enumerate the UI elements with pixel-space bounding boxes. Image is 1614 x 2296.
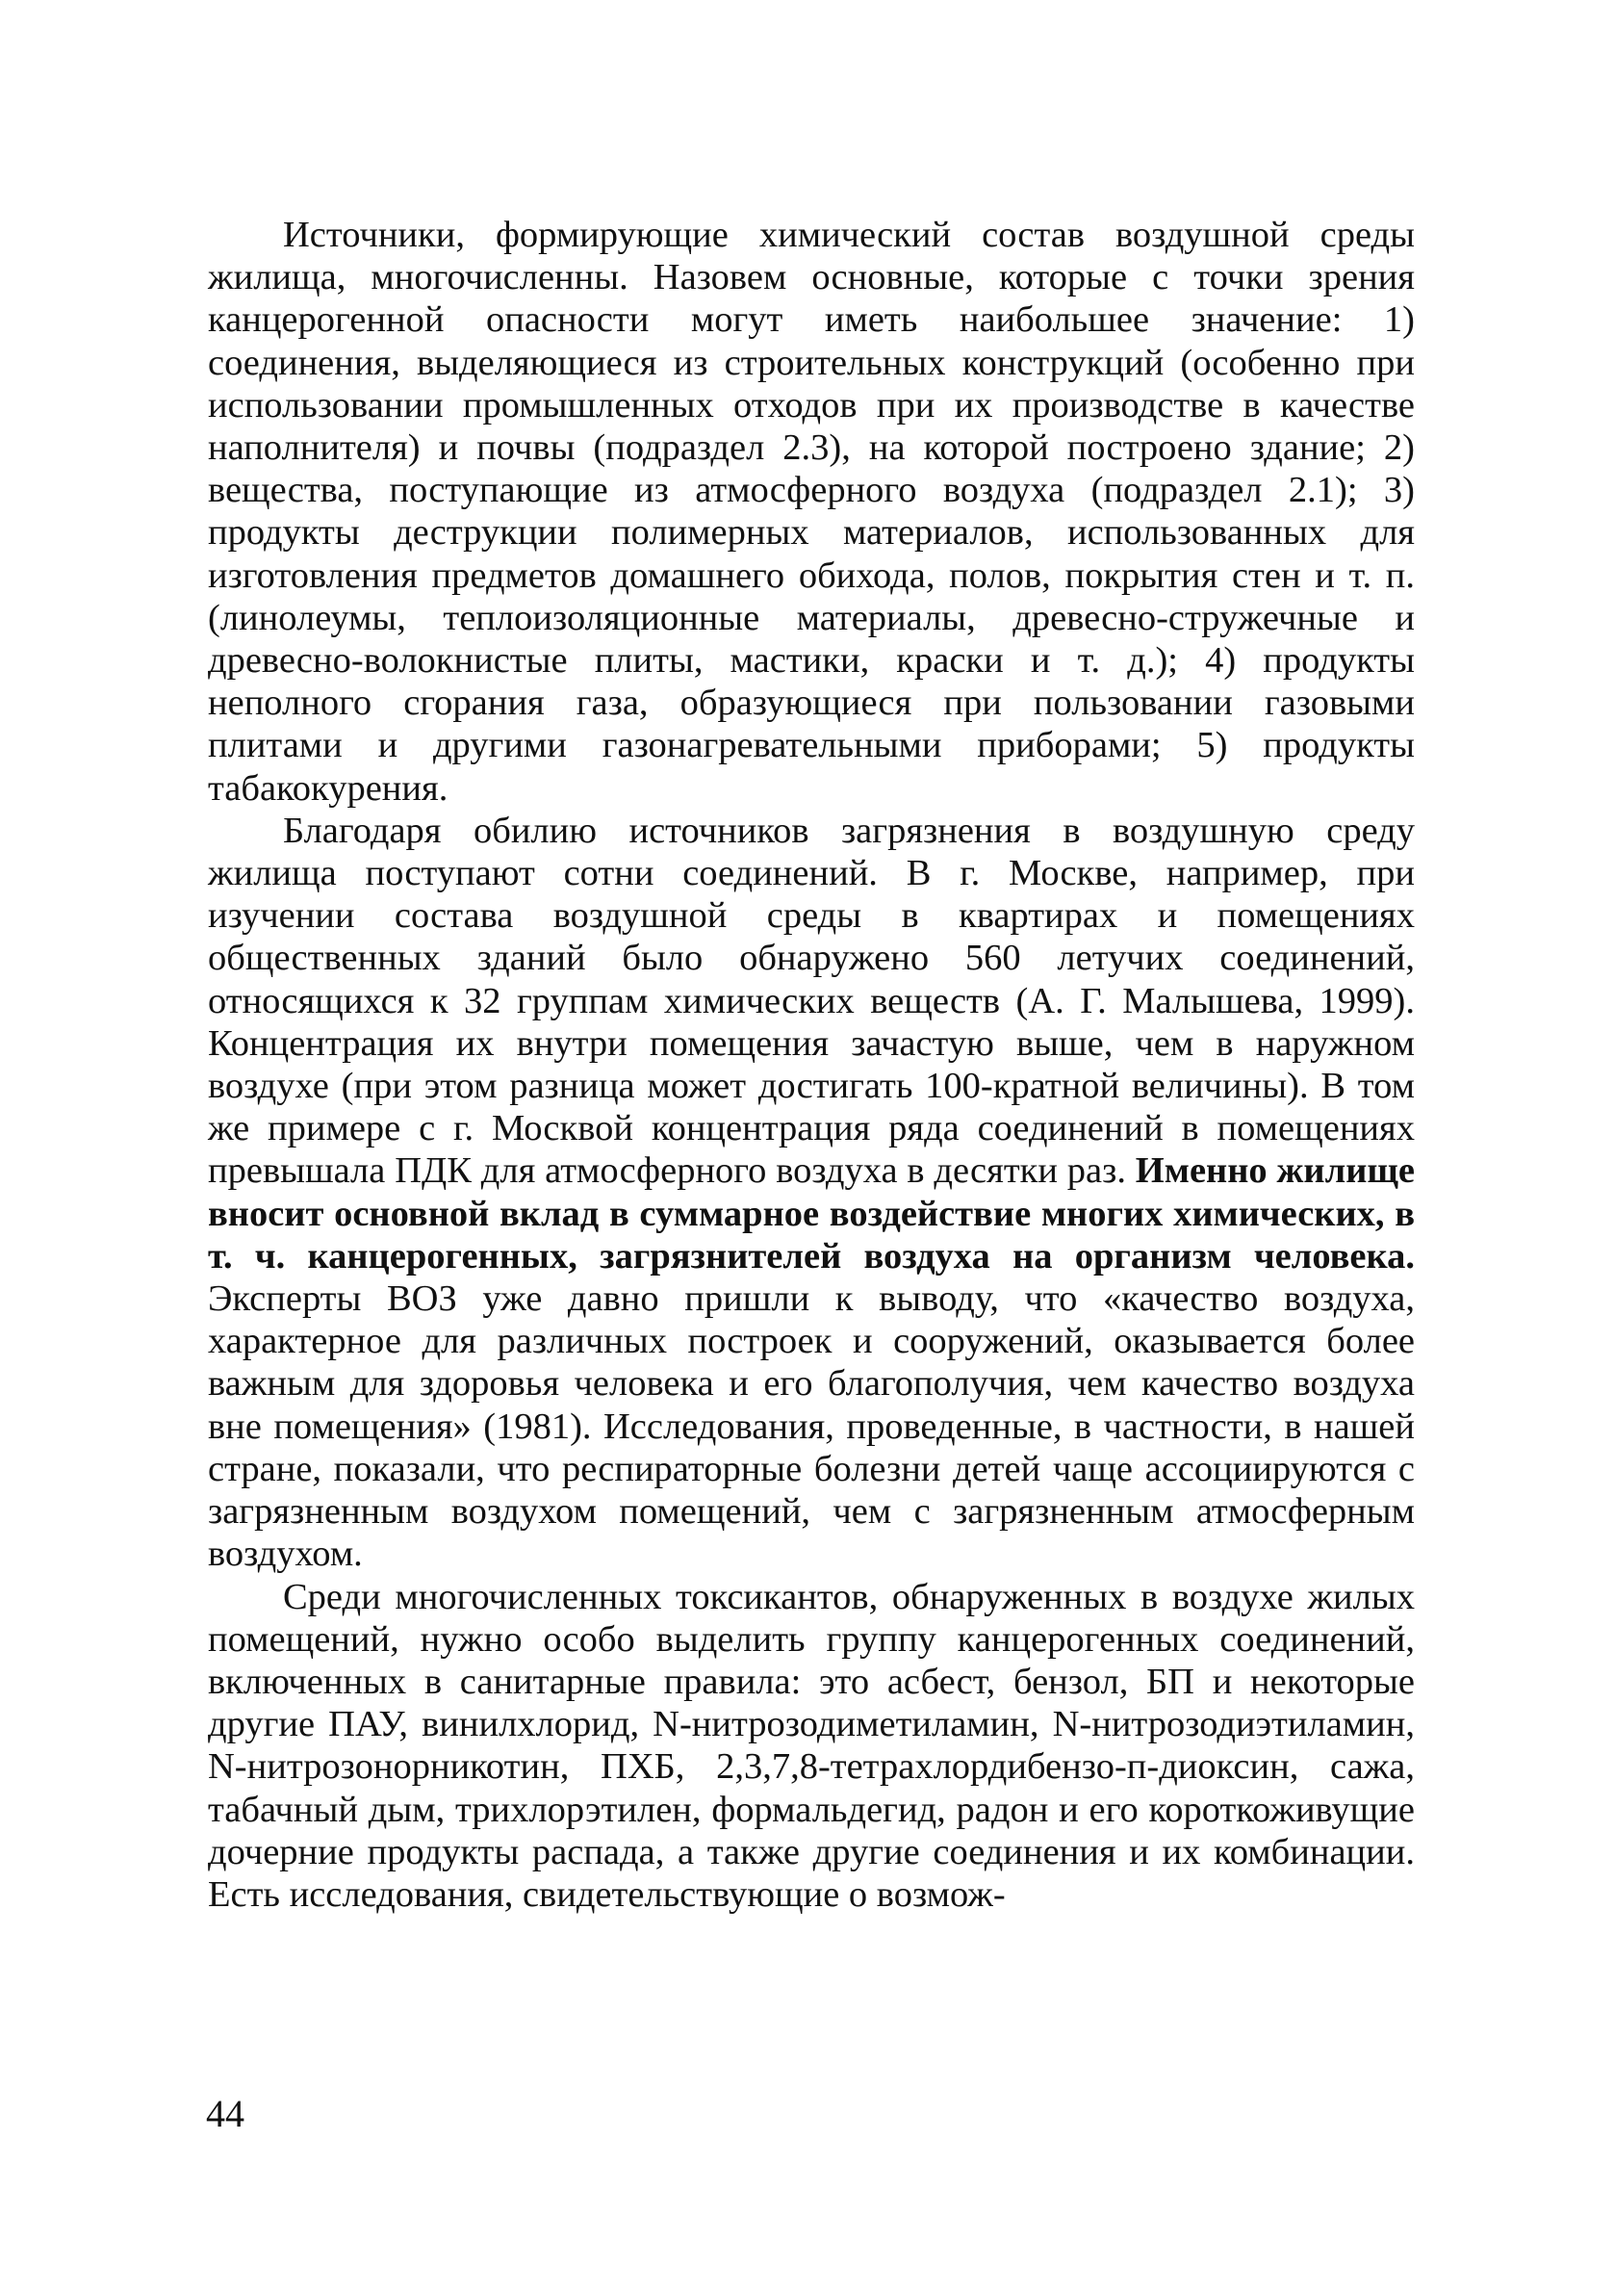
body-text [208,214,1415,1916]
paragraph-pollution-end: Эксперты ВОЗ уже давно пришли к выводу, что «качество воздуха, характерное для различных построек и сооружений, оказывается более важным для здоровья человека и его благополучия, чем качество воздуха вне помещения» (1981). Исследования, проведенные, в частности, в нашей стране, показали, что респираторные болезни детей чаще ассоциируются с загрязненным воздухом помещений, чем с загрязненным атмосферным воздухом. [208,1278,1415,1575]
paragraph-pollution [208,810,1415,1576]
paragraph-toxicants: Среди многочисленных токсикантов, обнаруженных в воздухе жилых помещений, нужно особо выделить группу канцерогенных соединений, включенных в санитарные правила: это асбест, бензол, БП и некоторые другие ПАУ, винилхлорид, N-нитрозодиметиламин, N-нитрозодиэтиламин, N-нитрозонорникотин, ПХБ, 2,3,7,8-тетрахлордибензо-п-диоксин, сажа, табачный дым, трихлорэтилен, формальдегид, радон и его короткоживущие дочерние продукты распада, а также другие соединения и их комбинации. Есть исследования, свидетельствующие о возмож- [208,1576,1415,1915]
page-number: 44 [206,2092,244,2135]
paragraph-pollution-start: Благодаря обилию источников загрязнения в воздушную среду жилища поступают сотни соединений. В г. Москве, например, при изучении состава воздушной среды в квартирах и помещениях общественных зданий было обнаружено 560 летучих соединений, относящихся к 32 группам химических веществ (А. Г. Малышева, 1999). Концентрация их внутри помещения зачастую выше, чем в наружном воздухе (при этом разница может достигать 100-кратной величины). В том же примере с г. Москвой концентрация ряда соединений в помещениях превышала ПДК для атмосферного воздуха в десятки раз. [208,810,1415,1192]
bold-emphasis: Именно жилище вносит основной вклад в суммарное воздействие многих химических, в т. ч. канцерогенных, загрязнителей воздуха на организм человека. [208,1150,1415,1277]
paragraph-sources: Источники, формирующие химический состав воздушной среды жилища, многочисленны. Назовем основные, которые с точки зрения канцерогенной опасности могут иметь наибольшее значение: 1) соединения, выделяющиеся из строительных конструкций (особенно при использовании промышленных отходов при их производстве в качестве наполнителя) и почвы (подраздел 2.3), на которой построено здание; 2) вещества, поступающие из атмосферного воздуха (подраздел 2.1); 3) продукты деструкции полимерных материалов, использованных для изготовления предметов домашнего обихода, полов, покрытия стен и т. п. (линолеумы, теплоизоляционные материалы, древесно-стружечные и древесно-волокнистые плиты, мастики, краски и т. д.); 4) продукты неполного сгорания газа, образующиеся при пользовании газовыми плитами и другими газонагревательными приборами; 5) продукты табакокурения. [208,215,1415,809]
